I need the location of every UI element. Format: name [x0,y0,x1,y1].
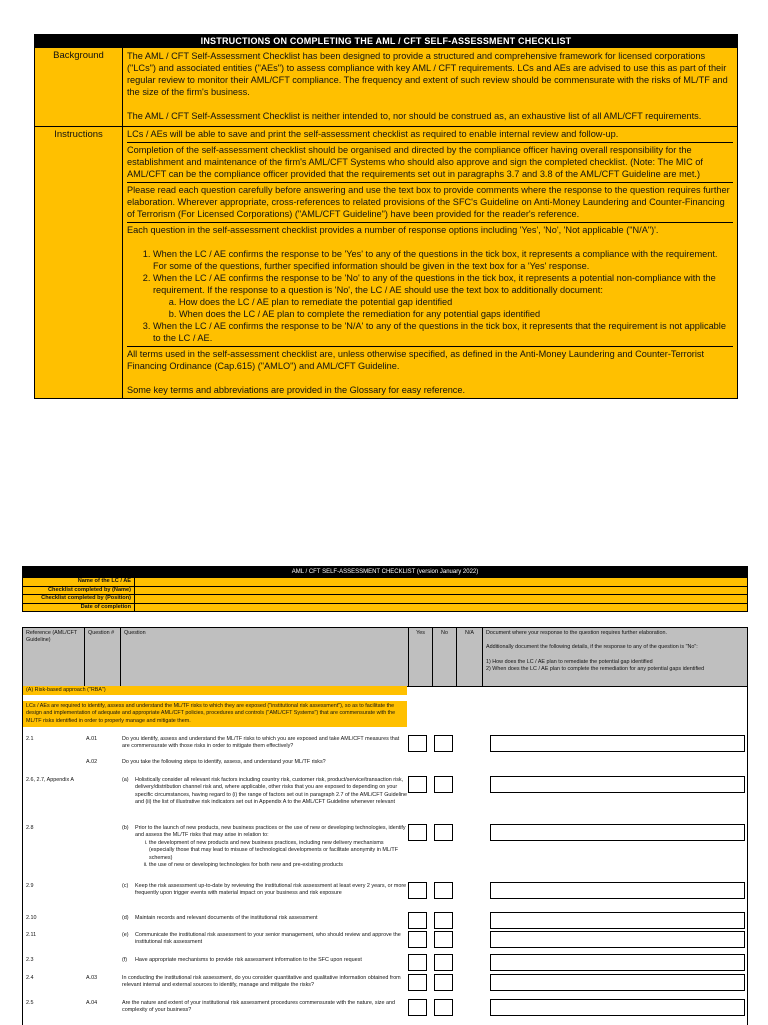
instruction-cell-5: All terms used in the self-assessment checklist are, unless otherwise specified, as defined in the Anti-Money Laundering and Counter-Terrorist Financing Ordinance (Cap.615) ("AMLO") and AML/CFT Guideline. Some key terms and abbreviations are provided in the Glossary for easy reference. [127,346,733,398]
comment-textbox[interactable] [490,974,745,991]
no-header: No [433,628,457,686]
instructions-row [35,126,737,398]
no-checkbox[interactable] [434,974,453,991]
question-text: Keep the risk assessment up-to-date by reviewing the institutional risk assessment at least every 2 years, or more frequently upon trigger events with material impact on your business and risk exposure [135,883,407,897]
instruction-cell-3: Please read each question carefully before answering and use the text box to provide comments where the response to the question requires further elaboration. Wherever appropriate, cross-references to related provisions of the SFC's Guideline on Anti-Money Laundering and Counter-Financing of Terrorism (For Licensed Corporations) ("AML/CFT Guideline") have been provided for the reader's reference. [127,182,733,222]
no-checkbox[interactable] [434,776,453,793]
background-row [35,47,737,126]
yes-header: Yes [409,628,433,686]
lc-name-row: Name of the LC / AE [23,577,747,586]
section-intro: LCs / AEs are required to identify, assess and understand the ML/TF risks to which they are exposed ("institutional risk assessment"), so as to facilitate the design and implementation of adequate and appropriate AML/CFT policies, procedures and controls ("AML/CFT Systems") that are commensurate with the ML/TF risks identified in order to properly manage and mitigate them. [23,701,407,727]
na-header: N/A [457,628,483,686]
instruction-cell-1: LCs / AEs will be able to save and print the self-assessment checklist as required to enable internal review and follow-up. [127,129,619,139]
comment-textbox[interactable] [490,912,745,929]
response-options-list [127,248,733,344]
lc-name-field[interactable] [135,578,747,586]
comment-textbox[interactable] [490,954,745,971]
yes-checkbox[interactable] [408,824,427,841]
yes-checkbox[interactable] [408,912,427,929]
comment-textbox[interactable] [490,999,745,1016]
question-text: Maintain records and relevant documents of the institutional risk assessment [135,915,318,921]
completed-by-name-field[interactable] [135,587,747,595]
completed-by-position-row: Checklist completed by (Position) [23,594,747,603]
remediation-timing-item: b. When does the LC / AE plan to complete the remediation for any potential gaps identified [179,308,733,320]
instruction-cell-4: Each question in the self-assessment checklist provides a number of response options including 'Yes', 'No', 'Not applicable ("N/A")'. 1. When the LC / AE confirms the response to be 'Yes' to any of the questions in the tick box, it represents a compliance with the requirement. For some of the questions, further specified information should be given in the text box for a 'Yes' response. 2. When the LC / AE confirms the response to be 'No' to any of the questions in the tick box, it represents a potential non-compliance with the requirement. If the response to a question is 'No', the LC / AE should use the text box to additionally document: a. How does the LC / AE plan to remediate the potential gap identified b. When does the LC / AE plan to complete the remediation for any potential gaps identified 3. When the LC / AE confirms the response to be 'N/A' to any of the questions in the tick box, it represents that the requirement is not applicable to the LC / AE. [127,222,733,346]
yes-checkbox[interactable] [408,974,427,991]
question-header: Question [121,628,409,686]
response-yes-item: 1. When the LC / AE confirms the response to be 'Yes' to any of the questions in the tick box, it represents a compliance with the requirement. For some of the questions, further specified information should be given in the text box for a 'Yes' response. [153,248,733,272]
question-text: Communicate the institutional risk assessment to your senior management, who should review and approve the institutional risk assessment [135,932,401,946]
question-text: Have appropriate mechanisms to provide risk assessment information to the SFC upon request [135,957,362,963]
comment-textbox[interactable] [490,735,745,752]
question-number-header: Question # [85,628,121,686]
documentation-header: Document where your response to the question requires further elaboration. Additionally document the following details, if the response to any of the question is "No": 1) How does the LC / AE plan to remediate the potential gap identified 2) When does the LC / AE plan to complete the remediation for any potential gaps identified [486,630,705,673]
completion-date-field[interactable] [135,604,747,612]
completion-date-row: Date of completion [23,603,747,612]
response-na-item: 3. When the LC / AE confirms the response to be 'N/A' to any of the questions in the tick box, it represents that the requirement is not applicable to the LC / AE. [153,320,733,344]
comment-textbox[interactable] [490,882,745,899]
completed-by-position-field[interactable] [135,595,747,603]
background-content [123,48,737,126]
no-checkbox[interactable] [434,824,453,841]
yes-checkbox[interactable] [408,931,427,948]
question-text: Do you take the following steps to identify, assess, and understand your ML/TF risks? [122,759,326,765]
response-no-item: 2. When the LC / AE confirms the response to be 'No' to any of the questions in the tick box, it represents a potential non-compliance with the requirement. If the response to a question is 'No', the LC / AE should use the text box to additionally document: a. How does the LC / AE plan to remediate the potential gap identified b. When does the LC / AE plan to complete the remediation for any potential gaps identified [153,272,733,320]
question-text: Are the nature and extent of your institutional risk assessment procedures commensurate with the nature, size and complexity of your business? [122,1000,395,1014]
comment-textbox[interactable] [490,776,745,793]
yes-checkbox[interactable] [408,735,427,752]
section-heading: (A) Risk-based approach ("RBA") [23,686,407,695]
background-paragraph-2: The AML / CFT Self-Assessment Checklist is neither intended to, nor should be construed as, an exhaustive list of all AML/CFT requirements. [127,111,702,121]
reference-header: Reference (AML/CFT Guideline) [23,628,85,686]
instruction-cell-2: Completion of the self-assessment checklist should be organised and directed by the compliance officer having overall responsibility for the establishment and maintenance of the firm's AML/CFT Systems who should also approve and sign the completed checklist. (Note: The MIC of AML/CFT can be the compliance officer provided that the requirements set out in paragraphs 3.7 and 3.8 of the AML/CFT Guideline are met.) [127,142,733,182]
no-checkbox[interactable] [434,954,453,971]
remediation-plan-item: a. How does the LC / AE plan to remediate the potential gap identified [179,296,733,308]
no-checkbox[interactable] [434,931,453,948]
yes-checkbox[interactable] [408,882,427,899]
no-checkbox[interactable] [434,912,453,929]
checklist-title: AML / CFT SELF-ASSESSMENT CHECKLIST (version January 2022) [23,567,747,577]
yes-checkbox[interactable] [408,954,427,971]
question-text: Do you identify, assess and understand the ML/TF risks to which you are exposed and take AML/CFT measures that are commensurate with those risks in order to mitigate them effectively? [122,736,400,750]
instructions-label: Instructions [35,127,123,398]
question-text: Holistically consider all relevant risk factors including country risk, customer risk, product/service/transaction risk, delivery/distribution channel risk and, where applicable, other risks that you are exposed to depending on your specific circumstances, having regard to (i) the range of factors set out in paragraph 2.7 of the AML/CFT Guideline and (ii) the list of illustrative risk indicators set out in Appendix A to the AML/CFT Guideline whenever relevant [135,777,407,806]
comment-textbox[interactable] [490,824,745,841]
instructions-title: INSTRUCTIONS ON COMPLETING THE AML / CFT SELF-ASSESSMENT CHECKLIST [35,35,737,47]
instructions-table [34,34,738,399]
checklist-header [22,566,748,612]
question-text: Prior to the launch of new products, new business practices or the use of new or developing technologies, identify and assess the ML/TF risks that may arise in relation to: i. the development of new products and new business practices, including new delivery mechanisms (especially those that may lead to misuse of technological developments or facilitate anonymity in ML/TF schemes) ii. the use of new or developing technologies for both new and pre-existing products [135,825,407,869]
background-label: Background [35,48,123,126]
no-checkbox[interactable] [434,735,453,752]
question-table: Reference (AML/CFT Guideline) Question # Question Yes No N/A Document where your response to the question requires further elaboration. Additionally document the following details, if the response to any of the question is "No": 1) How does the LC / AE plan to remediate the potential gap identified 2) When does the LC / AE plan to complete the remediation for any potential gaps identified (A) Risk-based approach ("RBA") LCs / AEs are required to identify, assess and understand the ML/TF risks to which they are exposed ("institutional risk assessment"), so as to facilitate the design and implementation of adequate and appropriate AML/CFT policies, procedures and controls ("AML/CFT Systems") that are commensurate with the ML/TF risks identified in order to properly manage and mitigate them. 2.1 A.01 Do you identify, assess and understand the ML/TF risks to which you are exposed and take AML/CFT measures that are commensurate with those risks in order to mitigate them effectively? A.02 Do you take the following steps to identify, assess, and understand your ML/TF risks? 2.6, 2.7, Appendix A (a) Holistically consider all relevant risk factors including country risk, customer risk, product/service/transaction risk, delivery/distribution channel risk and, where applicable, other risks that you are exposed to depending on your specific circumstances, having regard to (i) the range of factors set out in paragraph 2.7 of the AML/CFT Guideline and (ii) the list of illustrative risk indicators set out in Appendix A to the AML/CFT Guideline whenever relevant 2.8 (b) Prior to the launch of new products, new business practices or the use of new or developing technologies, identify and assess the ML/TF risks that may arise in relation to: i. the development of new products and new business practices, including new delivery mechanisms (especially those that may lead to misuse of technological developments or facilitate anonymity in ML/TF schemes) ii. the use of new or developing technologies for both new and pre-existing products 2.9 (c) Keep the risk assessment up-to-date by reviewing the institutional risk assessment at least every 2 years, or more frequently upon trigger events with material impact on your business and risk exposure 2.10 (d) Maintain records and relevant documents of the institutional risk assessment 2.11 (e) Communicate the institutional risk assessment to your senior management, who should review and approve the institutional risk assessment 2.3 (f) Have appropriate mechanisms to provide risk assessment information to the SFC upon request 2.4 A.03 In conducting the institutional risk assessment, do you consider quantitative and qualitative information obtained from relevant internal and external sources to identify, manage and mitigate the risks? 2.5 A.04 Are the nature and extent of your institutional risk assessment procedures commensurate with the nature, size and complexity of your business? [22,627,748,1025]
no-checkbox[interactable] [434,882,453,899]
background-paragraph-1: The AML / CFT Self-Assessment Checklist has been designed to provide a structured and comprehensive framework for licensed corporations ("LCs") and associated entities ("AEs") to assess compliance with key AML / CFT requirements. LCs and AEs are advised to use this as part of their regular review to monitor their AML/CFT compliance. The frequency and extent of such review should be commensurate with the risks of ML/TF and the size of the firm's business. [127,51,728,97]
instructions-content [123,127,737,398]
completed-by-name-row: Checklist completed by (Name) [23,586,747,595]
question-text: In conducting the institutional risk assessment, do you consider quantitative and qualitative information obtained from relevant internal and external sources to identify, manage and mitigate the risks? [122,975,401,989]
no-checkbox[interactable] [434,999,453,1016]
table-header [23,628,747,687]
yes-checkbox[interactable] [408,999,427,1016]
comment-textbox[interactable] [490,931,745,948]
yes-checkbox[interactable] [408,776,427,793]
